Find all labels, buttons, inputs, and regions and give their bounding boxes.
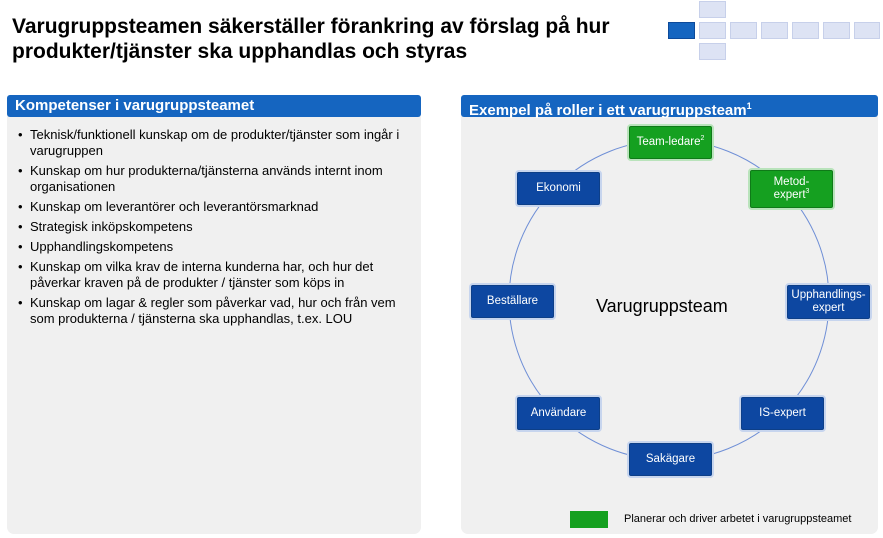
role-label: Metod-	[773, 176, 810, 188]
role-owner	[627, 441, 714, 478]
footnote-marker: 3	[805, 188, 810, 196]
role-method-expert	[748, 168, 835, 210]
role-label: Användare	[530, 407, 587, 419]
role-label: Upphandlings-	[791, 289, 866, 301]
list-item: • Kunskap om leverantörer och leverantörsmarknad	[16, 199, 406, 215]
team-center-label: Varugruppsteam	[596, 296, 728, 316]
list-item: • Kunskap om lagar & regler som påverkar vad, hur och från vem som produkterna / tjänsterna ska upphandlas, t.ex. LOU	[16, 295, 406, 327]
competence-panel-header: Kompetenser i varugruppsteamet	[7, 95, 421, 117]
list-item: • Teknisk/funktionell kunskap om de produkter/tjänster som ingår i varugruppen	[16, 127, 406, 159]
list-item: • Strategisk inköpskompetens	[16, 219, 406, 235]
legend-text: Planerar och driver arbetet i varugruppsteamet	[624, 513, 852, 525]
role-label: Beställare	[486, 295, 539, 307]
role-team-leader	[627, 124, 714, 161]
footnote-marker: 2	[700, 135, 705, 143]
list-item: • Kunskap om vilka krav de interna kunderna har, och hur det påverkar kraven på de produkter / tjänster som köps in	[16, 259, 406, 291]
role-label: Sakägare	[645, 453, 696, 465]
role-label: Ekonomi	[536, 182, 581, 194]
role-label: IS-expert	[759, 407, 806, 419]
role-is-expert	[739, 395, 826, 432]
role-label: expert	[773, 189, 806, 201]
role-economy	[515, 170, 602, 207]
list-item: • Kunskap om hur produkterna/tjänsterna används internt inom organisationen	[16, 163, 406, 195]
role-procurement-expert	[785, 283, 872, 321]
list-item: • Upphandlingskompetens	[16, 239, 406, 255]
page-title: Varugruppsteamen säkerställer förankring av förslag på hur produkter/tjänster ska upphandlas och styras	[12, 15, 610, 63]
role-user	[515, 395, 602, 432]
legend-swatch	[570, 511, 608, 528]
role-orderer	[469, 283, 556, 320]
role-label: Team-ledare	[636, 136, 701, 148]
role-label: expert	[812, 302, 845, 314]
roles-panel-title: Exempel på roller i ett varugruppsteam	[469, 102, 747, 119]
footnote-marker: 1	[746, 101, 752, 111]
